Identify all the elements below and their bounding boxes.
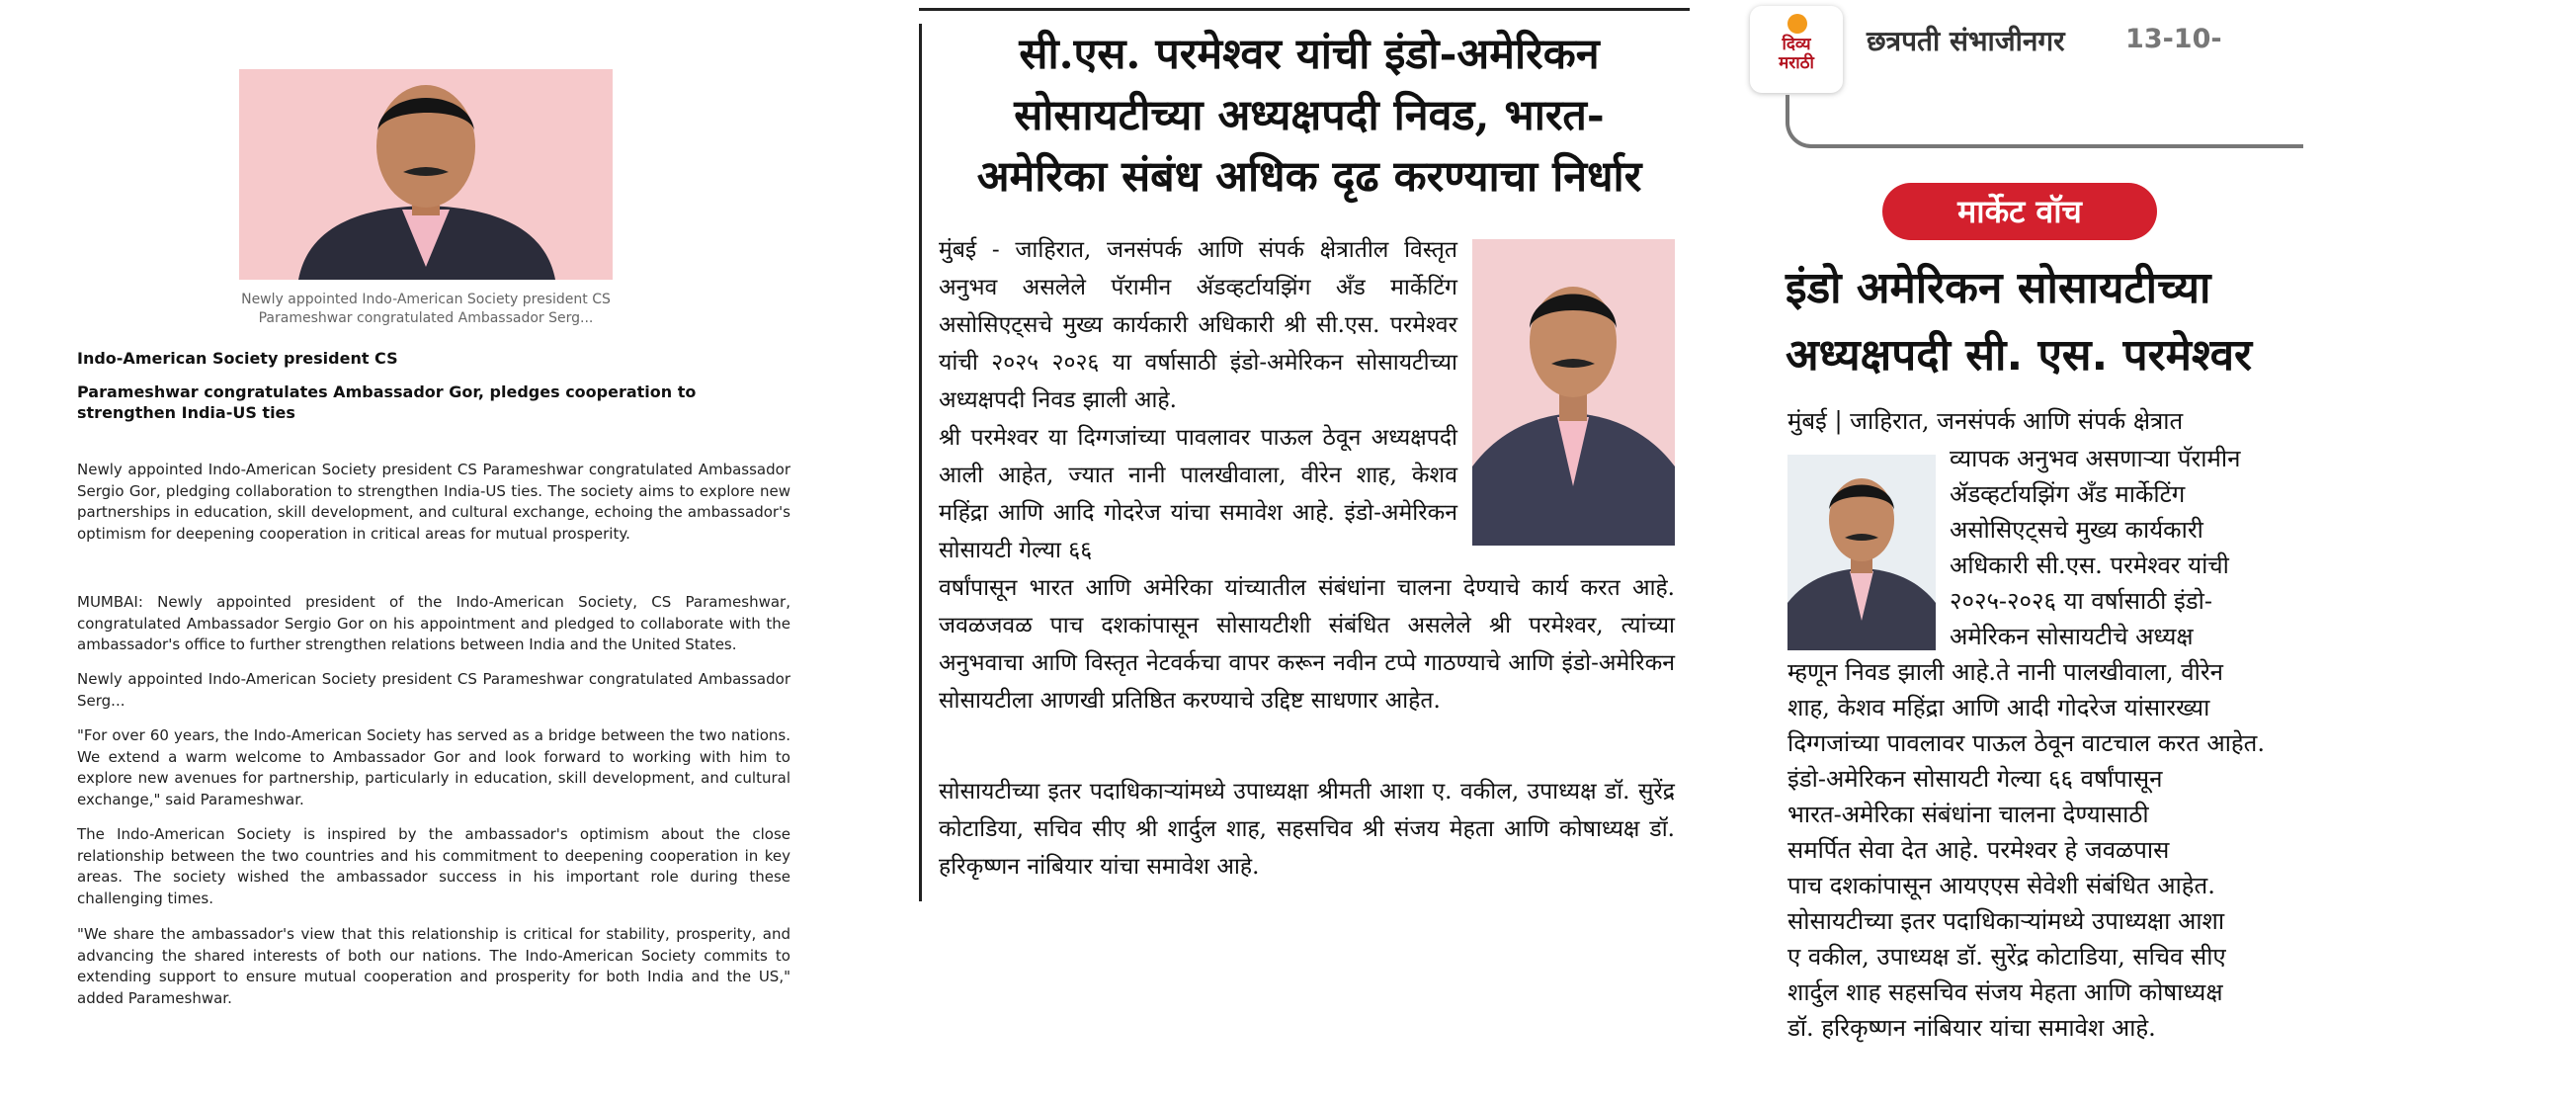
text-line: समर्पित सेवा देत आहे. परमेश्वर हे जवळपास [1787, 836, 2170, 864]
article-paragraph: The Indo-American Society is inspired by the ambassador's optimism about the close relationship between the two countries and his commitment to deepening cooperation in key areas. The society wished the ambassador success in his important role during these challenging times. [77, 825, 790, 907]
decorative-rule [1786, 95, 2303, 148]
text-line: शाह, केशव महिंद्रा आणि आदी गोदरेज यांसारख्या [1787, 694, 2210, 721]
portrait-illustration [239, 69, 613, 280]
article-headline-line2: Parameshwar congratulates Ambassador Gor, pledges cooperation to strengthen India-US ties [77, 382, 697, 422]
text-line: भारत-अमेरिका संबंधांना चालना देण्यासाठी [1787, 801, 2149, 828]
logo-text: दिव्य [1782, 35, 1811, 54]
text-line: म्हणून निवड झाली आहे.ते नानी पालखीवाला, वीरेन [1787, 658, 2223, 686]
headline-line: सी.एस. परमेश्वर यांची इंडो-अमेरिकन [1019, 30, 1600, 79]
text-line: २०२५-२०२६ या वर्षासाठी इंडो- [1950, 587, 2212, 615]
text-line: डॉ. हरिकृष्णन नांबियार यांचा समावेश आहे. [1787, 1014, 2156, 1042]
clipping-paragraph: वर्षांपासून भारत आणि अमेरिका यांच्यातील संबंधांना चालना देण्याचे कार्य करत आहे. जवळजवळ पाच दशकांपासून सोसायटीशी संबंधित असलेले श्री परमेश्वर, त्यांच्या अनुभवाचा आणि विस्तृत नेटवर्कचा वापर करून नवीन टप्पे गाठण्याचे आणि इंडो-अमेरिकन सोसायटीला आणखी प्रतिष्ठित करण्याचे उद्दिष्ट साधणार आहेत. [939, 575, 1675, 714]
article-summary: Newly appointed Indo-American Society president CS Parameshwar congratulated Ambassador Sergio Gor, pledging collaboration to strengthen India-US ties. The society aims to explore new partnerships in education, skill development, and cultural exchange, echoing the ambassador's optimism for deepening cooperation in critical areas for mutual prosperity. [77, 461, 790, 543]
text-line: दिग्गजांच्या पावलावर पाऊल ठेवून वाटचाल करत आहेत. [1787, 729, 2265, 757]
portrait-photo [1787, 455, 1936, 650]
text-line: व्यापक अनुभव असणाऱ्या पॅरामीन [1950, 445, 2241, 472]
dateline: मुंबई | जाहिरात, जनसंपर्क आणि संपर्क क्षेत्रात [1787, 407, 2184, 435]
portrait-illustration [1472, 239, 1675, 546]
text-line: असोसिएट्सचे मुख्य कार्यकारी [1950, 516, 2203, 544]
portrait-photo [239, 69, 613, 280]
article-paragraph: "We share the ambassador's view that this relationship is critical for stability, prosperity, and advancing the shared interests of both our nations. The Indo-American Society commits to extending support to ensure mutual cooperation and prosperity for both India and the US," added Parameshwar. [77, 925, 790, 1007]
top-rule [919, 8, 1690, 11]
article-paragraph: Newly appointed Indo-American Society president CS Parameshwar congratulated Ambassador Serg... [77, 670, 790, 710]
portrait-illustration [1787, 455, 1936, 650]
text-line: सोसायटीच्या इतर पदाधिकाऱ्यांमध्ये उपाध्यक्षा आशा [1787, 907, 2225, 935]
article-paragraph: "For over 60 years, the Indo-American Society has served as a bridge between the two nations. We extend a warm welcome to Ambassador Gor and look forward to working with him to explore new avenues for partnership, particularly in education, skill development, and cultural exchange," said Parameshwar. [77, 726, 790, 808]
newspaper-logo [1750, 6, 1843, 93]
article-headline-line1: Indo-American Society president CS [77, 349, 398, 368]
column-rule [919, 24, 922, 901]
edition-date: 13-10- [2125, 24, 2222, 54]
clipping-paragraph: सोसायटीच्या इतर पदाधिकाऱ्यांमध्ये उपाध्यक्षा श्रीमती आशा ए. वकील, उपाध्यक्ष डॉ. सुरेंद्र कोटाडिया, सचिव सीए श्री शार्दुल शाह, सहसचिव श्री संजय मेहता आणि कोषाध्यक्ष डॉ. हरिकृष्णन नांबियार यांचा समावेश आहे. [939, 779, 1675, 880]
photo-caption: Newly appointed Indo-American Society president CS Parameshwar congratulated Ambassador Serg... [241, 292, 611, 326]
divya-marathi-clipping [1744, 0, 2265, 1102]
headline-line: अध्यक्षपदी सी. एस. परमेश्वर [1786, 330, 2253, 381]
headline-line: इंडो अमेरिकन सोसायटीच्या [1786, 263, 2211, 313]
article-paragraph: MUMBAI: Newly appointed president of the Indo-American Society, CS Parameshwar, congratulated Ambassador Sergio Gor on his appointment and pledged to collaborate with the ambassador's office to further strengthen relations between India and the United States. [77, 593, 790, 653]
edition-city: छत्रपती संभाजीनगर [1867, 25, 2065, 57]
clipping-headline [1786, 255, 2576, 389]
text-line: अधिकारी सी.एस. परमेश्वर यांची [1950, 551, 2229, 579]
english-web-article [0, 0, 870, 1102]
text-line: अमेरिकन सोसायटीचे अध्यक्ष [1950, 623, 2194, 650]
headline-line: सोसायटीच्या अध्यक्षपदी निवड, भारत- [1014, 91, 1605, 140]
portrait-photo [1472, 239, 1675, 546]
section-badge: मार्केट वॉच [1882, 183, 2157, 240]
text-line: ॲडव्हर्टायझिंग ॲंड मार्केटिंग [1950, 480, 2186, 508]
text-line: इंडो-अमेरिकन सोसायटी गेल्या ६६ वर्षांपासून [1787, 765, 2163, 793]
clipping-paragraph: मुंबई - जाहिरात, जनसंपर्क आणि संपर्क क्षेत्रातील विस्तृत अनुभव असलेले पॅरामीन ॲडव्हर्टायझिंग ॲंड मार्केटिंग असोसिएट्सचे मुख्य कार्यकारी अधिकारी श्री सी.एस. परमेश्वर यांची २०२५ २०२६ या वर्षासाठी इंडो-अमेरिकन सोसायटीच्या अध्यक्षपदी निवड झाली आहे. [939, 237, 1457, 413]
sun-icon [1787, 14, 1807, 34]
text-line: शार्दुल शाह सहसचिव संजय मेहता आणि कोषाध्यक्ष [1787, 978, 2223, 1006]
marathi-newspaper-clipping [919, 0, 1690, 919]
text-line: पाच दशकांपासून आयएएस सेवेशी संबंधित आहेत. [1787, 872, 2215, 899]
logo-text: मराठी [1779, 53, 1814, 73]
clipping-paragraph: श्री परमेश्वर या दिग्गजांच्या पावलावर पाऊल ठेवून अध्यक्षपदी आली आहेत, ज्यात नानी पालखीवाला, वीरेन शाह, केशव महिंद्रा आणि आदि गोदरेज यांचा समावेश आहे. इंडो-अमेरिकन सोसायटी गेल्या ६६ [939, 425, 1457, 563]
text-line: ए वकील, उपाध्यक्ष डॉ. सुरेंद्र कोटाडिया, सचिव सीए [1787, 943, 2226, 971]
headline-line: अमेरिका संबंध अधिक दृढ करण्याचा निर्धार [976, 152, 1642, 202]
clipping-headline [939, 24, 1680, 208]
